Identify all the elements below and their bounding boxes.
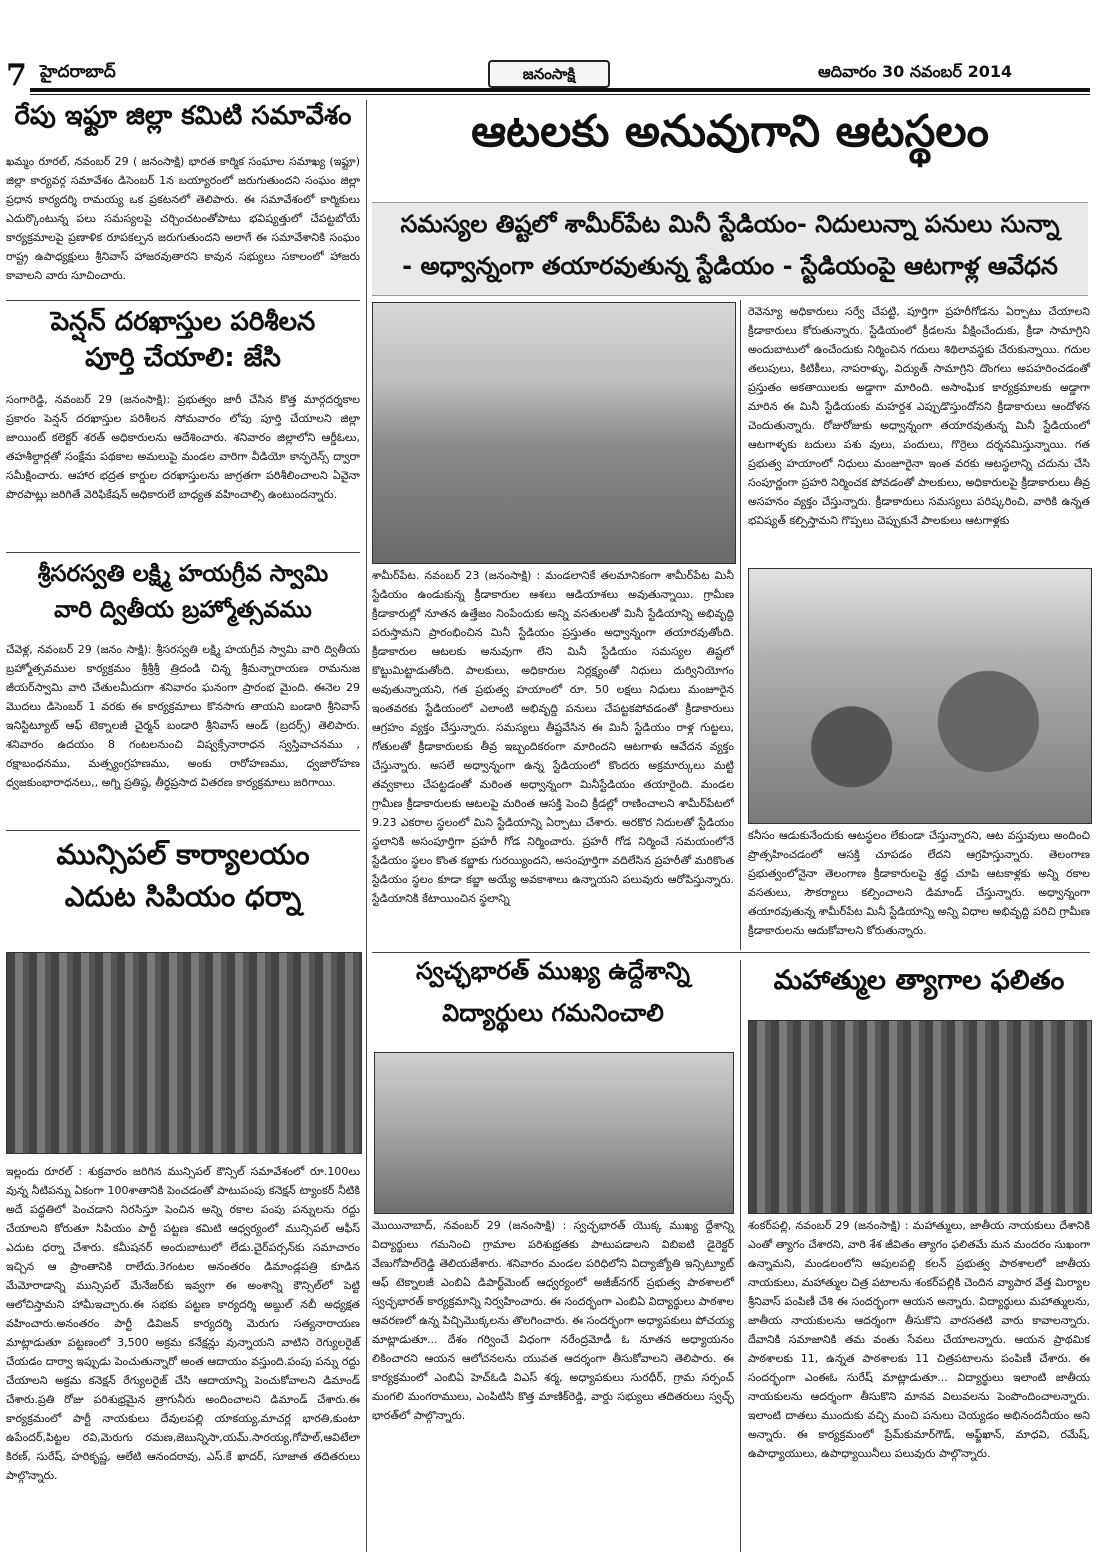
- municipal-dharna-photo: [6, 952, 362, 1154]
- masthead-rule-thin: [30, 94, 1090, 95]
- column-divider: [366, 100, 367, 1552]
- article-divider: [6, 830, 360, 831]
- swachh-headline-line1: స్వచ్ఛభారత్‌ ముఖ్య ఉద్దేశాన్ని: [416, 957, 690, 985]
- municipal-body: ఇల్లందు రూరల్‌ : శుక్రవారం జరిగిన మున్సిపల్‌ కౌన్సిల్‌ సమావేశంలో రూ.100లు వున్న నీటిపన్ను ఏకంగా 100శాతానికి పెంచడంతో పాటుపంపు కనెక్షన్‌ ట్యాంకర్‌ నీటికి అదే పద్ధతిలో పెంచడాని నిరసిస్తూ పెంచిన అన్ని రకాల పంపు పన్నులను రద్దు చేయాలని కోరుతూ సిపియం పార్టీ పట్టణ కమిటి ఆధ్వర్యంలో మున్సిపల్‌ ఆఫీస్‌ ఎదుట ధర్నా చేశారు. కమీషనర్‌ అందుబాటులో లేడు.చైర్‌పర్సన్‌కు సమాచారం ఇచ్చిన ఆ ప్రాంతానికి రాలేదు.3గంటల అనంతరం డిమాండ్లపత్రి కూడిన మేమోరాడాన్ని మున్సిపల్‌ మేనేజర్‌కు ఇవ్వగా ఈ అంశాన్ని కౌన్సిల్‌లో పెట్టి ఆలోచిస్తామని హామీఇచ్చారు.ఈ సభకు పట్టణ కార్యదర్శి అబ్దుల్‌ నబీ అధ్యక్షత వహించారు.అనంతరం పార్టీ డివిజన్‌ కార్యదర్శి మెరుగు సత్యనారాయణ మాట్లాడుతూ పట్టణంలో 3,500 అక్రమ కనేక్షన్లు వున్నాయని వాటిని రెగ్యులరైజ్‌ చేయడం దార్వా ఇప్పుడు పెంచుతున్నారో అంత ఆదాయం వస్తుంది.పంపు పన్ను రద్దు చేయాలని అక్రమ కనెక్షన్‌ రేగ్యులరైజ్‌ చేసి ఆదాయాన్ని పెంచుకోవాలని డిమాండ్‌ చేశారు.ప్రతి రోజు పరిశుభ్రమైన త్రాగునీరు అందించాలని డిమాండ్‌ చేశారు.ఈ కార్యక్రమంలో పార్టీ నాయకులు దేవులపల్లి యాకయ్య,మాచర్ల భారతి,కుంటా ఉపేందర్‌,పిట్టల రవి,మెరుగు రమణ,జెబున్నిసా,యమ్‌.సారయ్య,గోపాల్‌,ఆవిటేలా కిరణ్‌, సురేష్‌, హరికృష్ణ, ఆలేటి ఆనందరావు, ఎస్‌.కే ఖాదర్‌, సూజాత తదితరులు పాల్గొన్నారు.: [6, 1165, 360, 1482]
- pension-body: సంగారెడ్డి, నవంబర్‌ 29 (జనంసాక్షి): ప్రభుత్వం జారీ చేసిన కొత్త మార్గదర్శకాల ప్రకారం పెన్షన్‌ దరఖాస్తుల పరిశీలన సోమవారం లోపు పూర్తి చేయాలని జిల్లా జాయింట్‌ కలెక్టర్‌ శరత్‌ అధికారులను ఆదేశించారు. శనివారం జిల్లాలోని ఆర్డీఓలు, తహశీల్దార్లతో సంక్షేమ పథకాల అమలుపై మండల వారిగా వీడియో కాన్ఫరెన్స్‌ ద్వారా సమీక్షించారు. ఆహార భద్రత కార్డుల దరఖాస్తులను జాగ్రతగా పరిశీలించాలని ఏవైనా పొరపాట్లు జరిగితే వెరిఫికేషన్‌ అధికారులే బాధ్యత వహించాల్సి ఉంటుందన్నారు.: [6, 393, 360, 501]
- column-divider: [740, 300, 741, 950]
- article-divider: [6, 300, 360, 301]
- article-divider: [372, 952, 1090, 953]
- swachh-bharat-photo: [374, 1052, 734, 1214]
- municipal-headline-line2: ఎదుట సిపియం ధర్నా: [64, 880, 302, 913]
- swachh-body: మొయినాబాద్‌, నవంబర్‌ 29 (జనంసాక్షి) : స్వచ్ఛభారత్‌ యొక్క ముఖ్య ద్దేశాన్ని విద్యార్థులు గమనించి గ్రామాల పరిశుభ్రతకు పాటుపడాలని విబిఐటి డైరెక్టర్‌ వేణుగోపాల్‌రెడ్డి తెలియజేశారు. శనివారం మండల పరిధిలోని విద్యాజ్యోతి ఇన్సిట్యూట్‌ ఆఫ్‌ టెక్నాలజీ ఎంబిఏ డిపార్ట్‌మెంట్‌ ఆధ్వర్యంలో అజీజ్‌నగర్‌ ప్రభుత్వ పాఠశాలలో స్వచ్ఛభారత్‌ కార్యక్రమాన్ని నిర్వహించారు. ఈ సందర్భంగా ఎంబిఏ విద్యార్థులు పాఠశాల ఆవరణలో ఉన్న పిచ్చిమొక్కలను తొలగించారు. ఈ సందర్భంగా అధ్యాపకులు పోచయ్య మాట్లాడుతూ... దేశం గర్వించే విధంగా నరేంద్రమోడీ ఓ నూతన అధ్యాయనం లికించారని ఆయన ఆలోచనలను యువత ఆదర్శంగా తీసుకోవాలని తెలిపారు. ఈ కార్యక్రమంలో ఎంబిఏ హెచ్‌ఓడి విఎస్‌ శర్మ, అధ్యాపకులు సురధీర్‌, గ్రామ సర్పంచ్‌ మంగలి మంగరాములు, ఎంపిటిసి కొత్త మాణిక్‌రెడ్డి, వార్డు సభ్యులు తదితరులు స్వచ్ఛ్‌ భారత్‌లో పాల్గొన్నారు.: [372, 1219, 734, 1422]
- masthead-date: ఆదివారం 30 నవంబర్ 2014: [818, 62, 1013, 81]
- saraswati-headline-line2: వారి ద్వితీయ బ్రహ్మోత్సవము: [54, 597, 312, 623]
- page-number: 7: [6, 58, 27, 93]
- stadium-headline: ఆటలకు అనువుగాని ఆటస్థలం: [471, 106, 989, 157]
- stadium-subhead-line1: సమస్యల తిష్టలో శామీర్‌పేట మినీ స్టేడియం- నిదులున్నా పనులు సున్నా: [400, 210, 1060, 238]
- mahatmula-photo: [748, 1020, 1092, 1214]
- mahatmula-body: శంకర్‌పల్లి, నవంబర్‌ 29 (జనంసాక్షి) : మహాత్ములు, జాతీయ నాయకులు దేశానికి ఎంతో త్యాగం చేశారని, వారి శేశ జీవితం త్యాగం ఫలితమే మన మందరం సుఖంగా ఉన్నామని, మండలంలోని ఆపులపల్లి కలన్‌ ప్రభుత్వ పాఠశాలలో జాతీయ నాయకులు, మహాత్ముల చిత్ర పటాలను శంకర్‌పల్లికి చెందిన వ్యాపార వేత్త మిర్యాల శ్రీనివాస్‌ పంపిణీ చేశి ఈ సందర్భంగా ఆయన అన్నారు. విద్యార్థులు మహాత్ములను, జాతీయ నాయకులను ఆదర్శంగా తీసుకొని వారసతటి వారు కావాలన్నారు. దేవానికి సమాజానికి తమ వంతు సేవలు చేయాలన్నారు. ఆయన ప్రాథమిక పాఠశాలకు 11, ఉన్నత పాఠశాలకు 11 చిత్రపటాలను పంపిణీ చేశారు. ఈ సందర్భంగా ఎంఈఓ సురేష్‌ మాట్లాడుతూ... విద్యార్థులు ఇలాంటి జాతీయ నాయకులను ఆదర్శంగా తీసుకొని మానవ విలువలను పెంపొందించాలన్నారు. ఇలాంటి దాతలు ముందుకు వచ్చి మంచి పనులు చెయ్యడం అభినందనీయం అని అన్నారు. ఈ కార్యక్రమంలో ప్రేమ్‌కుమార్‌గౌడ్‌, అఫ్జ్‌ఖాన్‌, మాధవి, రమేష్‌, ఉపాధ్యాయులు, ఉపాధ్యాయినీలు పలువురు పాల్గొన్నారు.: [748, 1219, 1090, 1460]
- article-divider: [6, 552, 360, 553]
- ippu-headline: రేపు ఇఫ్టూ జిల్లా కమిటి సమావేశం: [14, 101, 352, 131]
- stadium-subhead-line2: - అధ్వాన్నంగా తయారవుతున్న స్టేడియం - స్టేడియంపై ఆటగాళ్ల ఆవేధన: [402, 252, 1058, 280]
- pension-headline-line1: పెన్షన్‌ దరఖాస్తుల పరిశీలన: [50, 307, 316, 337]
- mahatmula-headline: మహాత్ముల త్యాగాల ఫలితం: [773, 965, 1065, 996]
- saraswati-headline-line1: శ్రీసరస్వతి లక్ష్మి హయగ్రీవ స్వామి: [37, 561, 329, 587]
- column-divider: [740, 960, 741, 1552]
- masthead-city: హైదరాబాద్: [40, 62, 116, 82]
- masthead-rule: [30, 88, 1090, 92]
- masthead-logo: జనంసాక్షి: [488, 60, 610, 88]
- stadium-body-col2b: కనీసం ఆడుకునేందుకు ఆటస్థలం లేకుండా చేస్తున్నారని, ఆట వస్తువులు అందించి ప్రొత్సహించడంలో ఆసక్తి చూపడం లేదని ఆగ్రహిస్తున్నారు. తెలంగాణ ప్రభుత్వంలోనైనా తెలంగాణ క్రీడాకారులపై శ్రద్ధ చూపి ఆటకాళ్లకు అన్ని రకాల వసతులు, సౌకర్యాలు కల్పించాలని డిమాండ్‌ చేస్తున్నారు. అధ్వాన్నంగా తయారవుతున్న శామీర్‌పేట మినీ స్టేడియాన్ని అన్ని విధాల అభివృద్ది పరిచి గ్రామీణ క్రీడాకారులను ఆదుకోవాలని కోరుతున్నారు.: [748, 829, 1090, 937]
- pension-headline-line2: పూర్తి చేయాలి: జేసి: [85, 343, 281, 373]
- stadium-body-col2: రెవెన్యూ అధికారులు సర్వే చేపట్టి, పూర్తిగా ప్రహరీగోడను ఏర్పాటు చేయాలని క్రీడాకారులు కోరుతున్నారు. స్టేడియంలో క్రీడలను వీక్షించేందుకు, క్రీడా సామాగ్రిని అందుబాటులో ఉంచేందుకు నిర్మించిన గదులు శిథిలావస్థకు చేరుకున్నాయి. గదుల తలుపులు, కిటికీలు, నాపరాళ్ళు, విద్యుత్‌ సామాగ్రిని దొంగలు అపహరించడంతో ప్రస్తుతం అకతాయిలకు అడ్డాగా మారింది. అసాంఘిక కార్యక్రమాలకు అడ్డాగా మారిన ఈ మినీ స్టేడియంకు మహర్దశ ఎప్పుడొస్తుందోనని క్రీడాకారులు ఆందోళన చెందుతున్నారు. రోజురోజుకు అధ్వాన్నంగా తయారవుతున్న మినీ స్టేడియంలో ఆటగాళ్ళకు బదులు పశు వులు, పందులు, గొర్రెలు దర్శనమిస్తున్నాయి. గత ప్రభుత్వ హయాంలో నిధులు మంజూరైనా ఇంత వరకు ఆటస్థలాన్ని చదును చేసి సంపూర్ణంగా ప్రహరి నిర్మించక పోవడంతో పాలకులు, అధికారులపై క్రీడాకారులు తీవ్ర అసహనం వ్యక్తం చేస్తున్నారు. క్రీడాకారులు సమస్యలు పరిష్కరించి, వారికి ఉన్నత భవిష్యత్‌ కల్పిస్తామని గొప్పలు చెప్పుకునే పాలకులు ఆటగాళ్లకు: [748, 305, 1090, 527]
- stadium-ground-photo: [372, 302, 736, 564]
- swachh-headline-line2: విద్యార్థులు గమనించాలి: [442, 999, 664, 1027]
- stadium-rocks-photo: [748, 568, 1092, 824]
- stadium-body-col1: శామీర్‌పేట. నవంబర్‌ 23 (జనంసాక్షి) : మండలానికే తలమానికంగా శామీర్‌పేట మినీ స్టేడియం ఉండుకున్న క్రీడాకారుల ఆశలు ఆడియాశలు అవుతున్నాయి. గ్రామీణ క్రీడాకారుల్లో నూతన ఉత్తేజం నింపేందుకు అన్ని వసతులతో మినీ స్టేడియాన్ని అభివృద్ది పరుస్తామని ప్రారంభించిన మినీ స్టేడియం ప్రస్తుతం అధ్వాన్నంగా తయారవుతోంది. క్రీడాకారుల ఆటలకు అనువుగా లేని మినీ స్టేడియం సమస్యల తిష్టలో కొట్టుమిట్టాడుతోంది. పాలకులు, అధికారుల నిర్లక్ష్యంతో నిధులు దుర్వినియోగం అవుతున్నాయని, గత ప్రభుత్వ హయాంలో రూ. 50 లక్షలు నిధులు మంజూరైన ఇంతవరకు స్టేడియంలో ఎలాంటి అభివృద్ది పనులు చేపట్టకపోవడంతో క్రీడాకారులు ఆగ్రహం వ్యక్తం చేస్తున్నారు. సమస్యలు తీష్టవేసిన ఈ మినీ స్టేడియం రాళ్ల గుట్టలు, గోతులతో క్రీడాకారులకు తీవ్ర ఇబ్బందికరంగా మారిందని ఆటగాళు ఆవేదన వ్యక్తం చేస్తున్నారు. అసలే అధ్వాన్నంగా ఉన్న స్టేడియంలో కొందరు అక్రమార్కులు మట్టి తవ్వకాలు చేపట్టడంతో మరింత అధ్వాన్నంగా మినీస్టేడియం తయారైంది. మండల గ్రామీణ క్రీడాకారులకు ఆటలపై మరింత ఆసక్తి పెంచి క్రీడల్లో రాణించాలని శామీర్‌పేటలో 9.23 ఎకరాల స్థలంలో మిని స్టేడియాన్ని ఏర్పాటు చేశారు. అరకొర నిదులతో స్టేడియం స్థలానికి అసంపూర్తిగా ప్రహరీ గోడ నిర్మించారు. ప్రహరీ గోడ నిర్మించే సమయంలోనే స్టేడియం స్థలం కొంత కబ్జాకు గురయ్యిందని, అసంపూర్తిగా వదిలేసిన ప్రహరీతో మరికొంత స్టేడియం స్థలం కూడా కబ్జా అయ్యే అవకాశాలు ఉన్నాయని పలువురు ఆరోపిస్తున్నారు. స్టేడియానికి కేటాయించిన స్థలాన్ని: [372, 569, 734, 905]
- saraswati-body: చేవెళ్ల, నవంబర్‌ 29 (జనం సాక్షి): శ్రీసరస్వతి లక్ష్మి హయగ్రీవ స్వామి వారి ద్వితీయ బ్రహ్మోత్సవముల కార్యక్రమం శ్రీశ్రీశ్రీ త్రిదండి చిన్న శ్రీమన్నారాయణ రామనుజ జీయర్‌స్వామి వారి చేతులమీదుగా శనివారం ఘనంగా ప్రారంభ మైంది. ఈనెల 29 మొదలు డిసెంబర్‌ 1 వరకు ఈ కార్యక్రమాలు కొనసాగు తాయని బండారి శ్రీనివాస్‌ ఇనిస్టిట్యూట్‌ ఆఫ్‌ టెక్నాలజీ చైర్మన్‌ బండారి శ్రీనివాస్‌ ఆండ్‌ (బ్రదర్స్‌) తెలిపారు. శనివారం ఉదయం 8 గంటలనుంచి విష్వక్సేనారాధన స్వస్తివాచనము , రక్షాబంధనము, మత్స్యంగ్రహణము, అంకు రారోహణము, ధ్వజారోహణ ధ్వజకుంభారాధనలు,, అగ్ని ప్రతిష్ఠ, తీర్థప్రసాద వితరణ కార్యక్రమాలు జరిగాయి.: [6, 643, 360, 789]
- ippu-body: ఖమ్మం రూరల్‌, నవంబర్‌ 29 ( జనంసాక్షి) భారత కార్మిక సంఘాల సమాఖ్య (ఇఫ్టూ) జిల్లా కార్యవర్గ సమావేశం డిసెంబర్‌ 1న బయ్యారంలో జరుగుతుందని సంఘం జిల్లా ప్రధాన కార్యదర్శి రామయ్య ఒక ప్రకటనలో తెలిపారు. ఈ సమావేశంలో కార్మికులు ఎదుర్కొంటున్న పలు సమస్యలపై చర్చించటంతోపాటు భవిష్యత్తులో చేపట్టబోయే కార్యక్రమాలపై ప్రణాళిక రూపకల్పన జరుగుతుందని అలాగే ఈ సమావేశానికి సంఘం రాష్ట్ర ఉపాధ్యక్షులు శ్రీనివాస్‌ హాజరవుతారని కావున సభ్యులు సకాలంలో హాజరు కావాలని వారు సూచించారు.: [6, 155, 360, 282]
- municipal-headline-line1: మున్సిపల్‌ కార్యాలయం: [56, 838, 310, 871]
